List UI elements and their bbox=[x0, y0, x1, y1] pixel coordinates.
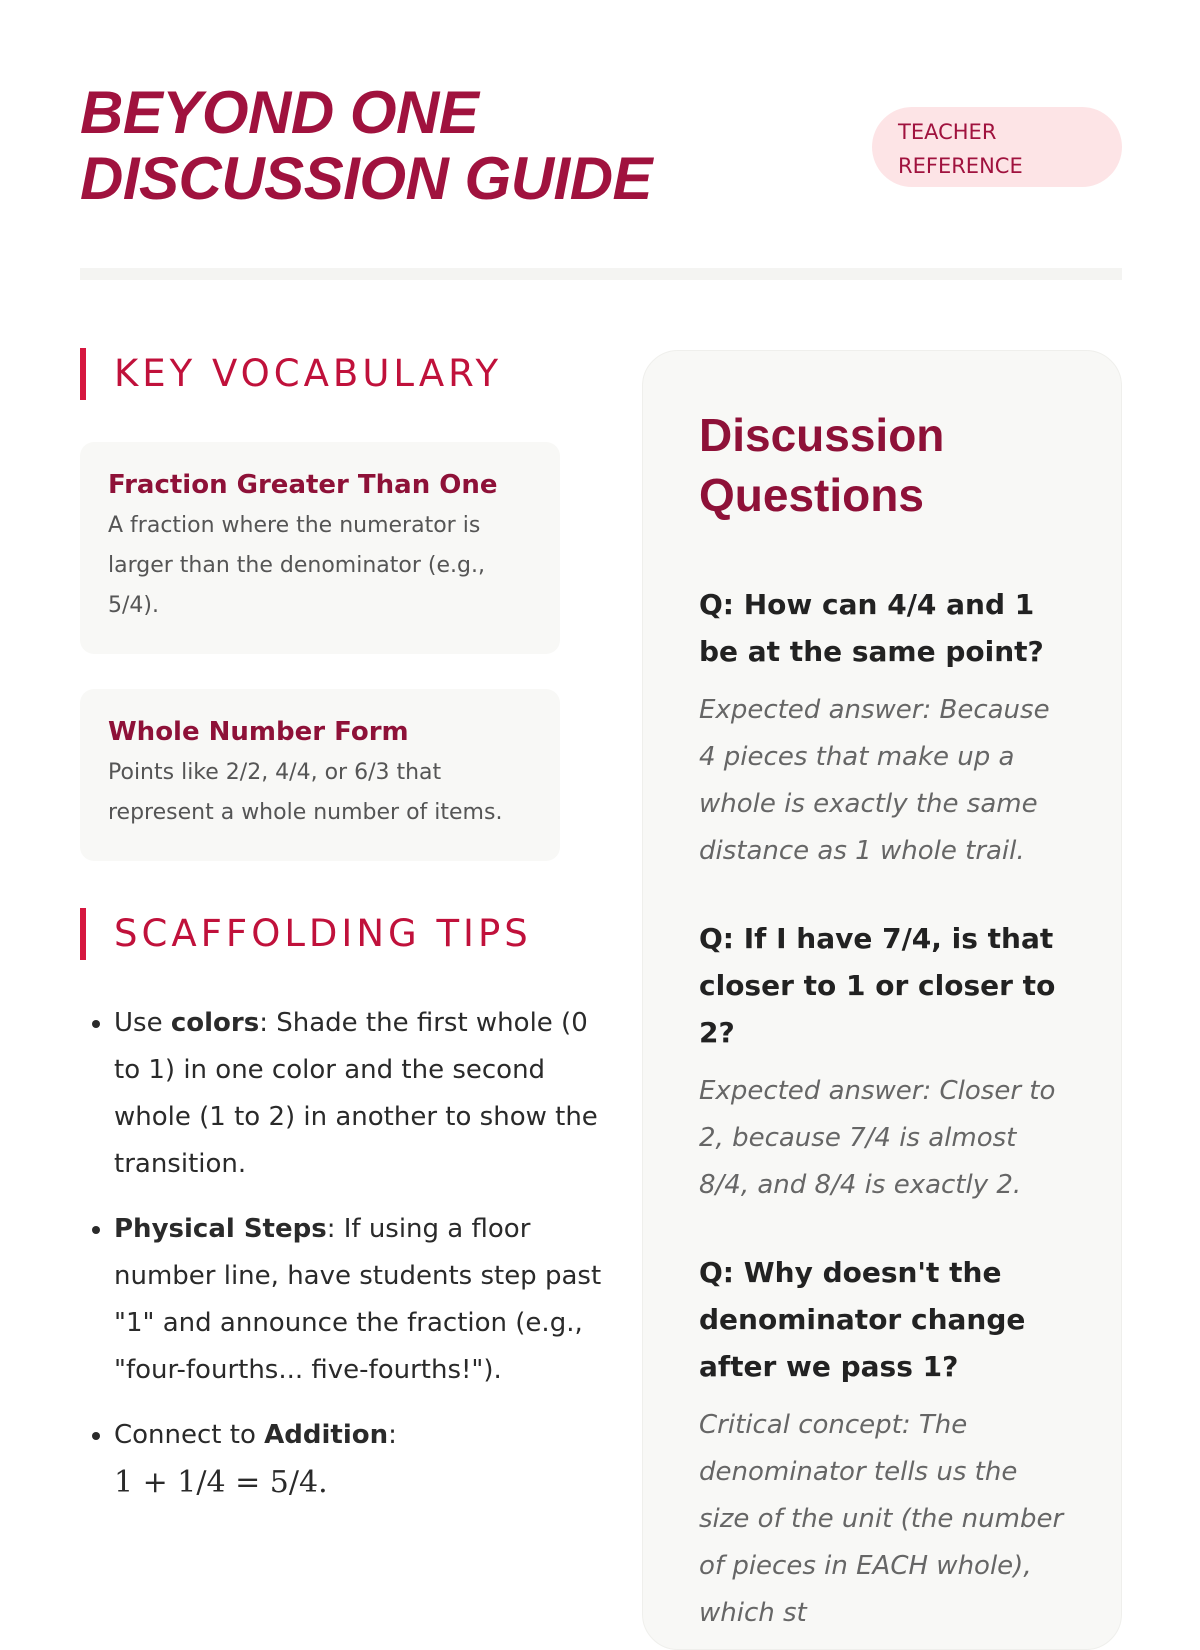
tip-lead: Use bbox=[114, 1008, 171, 1038]
tip-text: : If using a floor number line, have students step past "1" and announce the fraction (e.g., "four-fourths... five-fourths!"). bbox=[114, 1214, 602, 1385]
scaffolding-tips-heading: SCAFFOLDING TIPS bbox=[80, 908, 532, 960]
tip-text: : Shade the first whole (0 to 1) in one color and the second whole (1 to 2) in another to show the transition. bbox=[114, 1008, 598, 1179]
tip-lead: Connect to bbox=[114, 1420, 265, 1450]
teacher-reference-badge bbox=[872, 107, 1122, 187]
question: Q: How can 4/4 and 1 be at the same point? bbox=[699, 588, 1044, 668]
vocab-card bbox=[80, 442, 560, 654]
tip-item bbox=[114, 1206, 614, 1394]
key-vocabulary-heading: KEY VOCABULARY bbox=[80, 348, 502, 400]
title-line-1: BEYOND ONE bbox=[80, 79, 479, 146]
vocab-term: Fraction Greater Than One bbox=[108, 470, 498, 500]
badge-line-1: TEACHER bbox=[898, 120, 997, 144]
tip-text: : bbox=[388, 1420, 397, 1450]
vocab-definition: A fraction where the numerator is larger than the denominator (e.g., 5/4). bbox=[108, 513, 485, 618]
question: Q: If I have 7/4, is that closer to 1 or closer to 2? bbox=[699, 922, 1056, 1049]
badge-line-2: REFERENCE bbox=[898, 154, 1023, 178]
header-divider bbox=[80, 268, 1122, 280]
tip-bold: Physical Steps bbox=[114, 1214, 327, 1244]
tip-item bbox=[114, 1000, 614, 1188]
page-title bbox=[80, 80, 652, 212]
title-line-2: DISCUSSION GUIDE bbox=[80, 145, 653, 212]
expected-answer: Expected answer: Closer to 2, because 7/4 is almost 8/4, and 8/4 is exactly 2. bbox=[699, 1076, 1056, 1200]
critical-concept: Critical concept: The denominator tells us the size of the unit (the number of pieces in EACH whole), which st bbox=[699, 1410, 1064, 1628]
question: Q: Why doesn't the denominator change after we pass 1? bbox=[699, 1256, 1026, 1383]
math-equation: 1 + 1/4 = 5/4. bbox=[114, 1465, 328, 1500]
vocab-term: Whole Number Form bbox=[108, 717, 409, 747]
expected-answer: Expected answer: Because 4 pieces that make up a whole is exactly the same distance as 1 whole trail. bbox=[699, 695, 1050, 866]
discussion-heading: Discussion Questions bbox=[699, 409, 945, 521]
vocab-definition: Points like 2/2, 4/4, or 6/3 that represent a whole number of items. bbox=[108, 760, 503, 825]
discussion-questions-card bbox=[642, 350, 1122, 1650]
scaffolding-tips-list bbox=[80, 1000, 614, 1526]
tip-bold: Addition bbox=[264, 1420, 389, 1450]
vocab-card bbox=[80, 689, 560, 861]
tip-item bbox=[114, 1412, 614, 1508]
tip-bold: colors bbox=[170, 1008, 260, 1038]
